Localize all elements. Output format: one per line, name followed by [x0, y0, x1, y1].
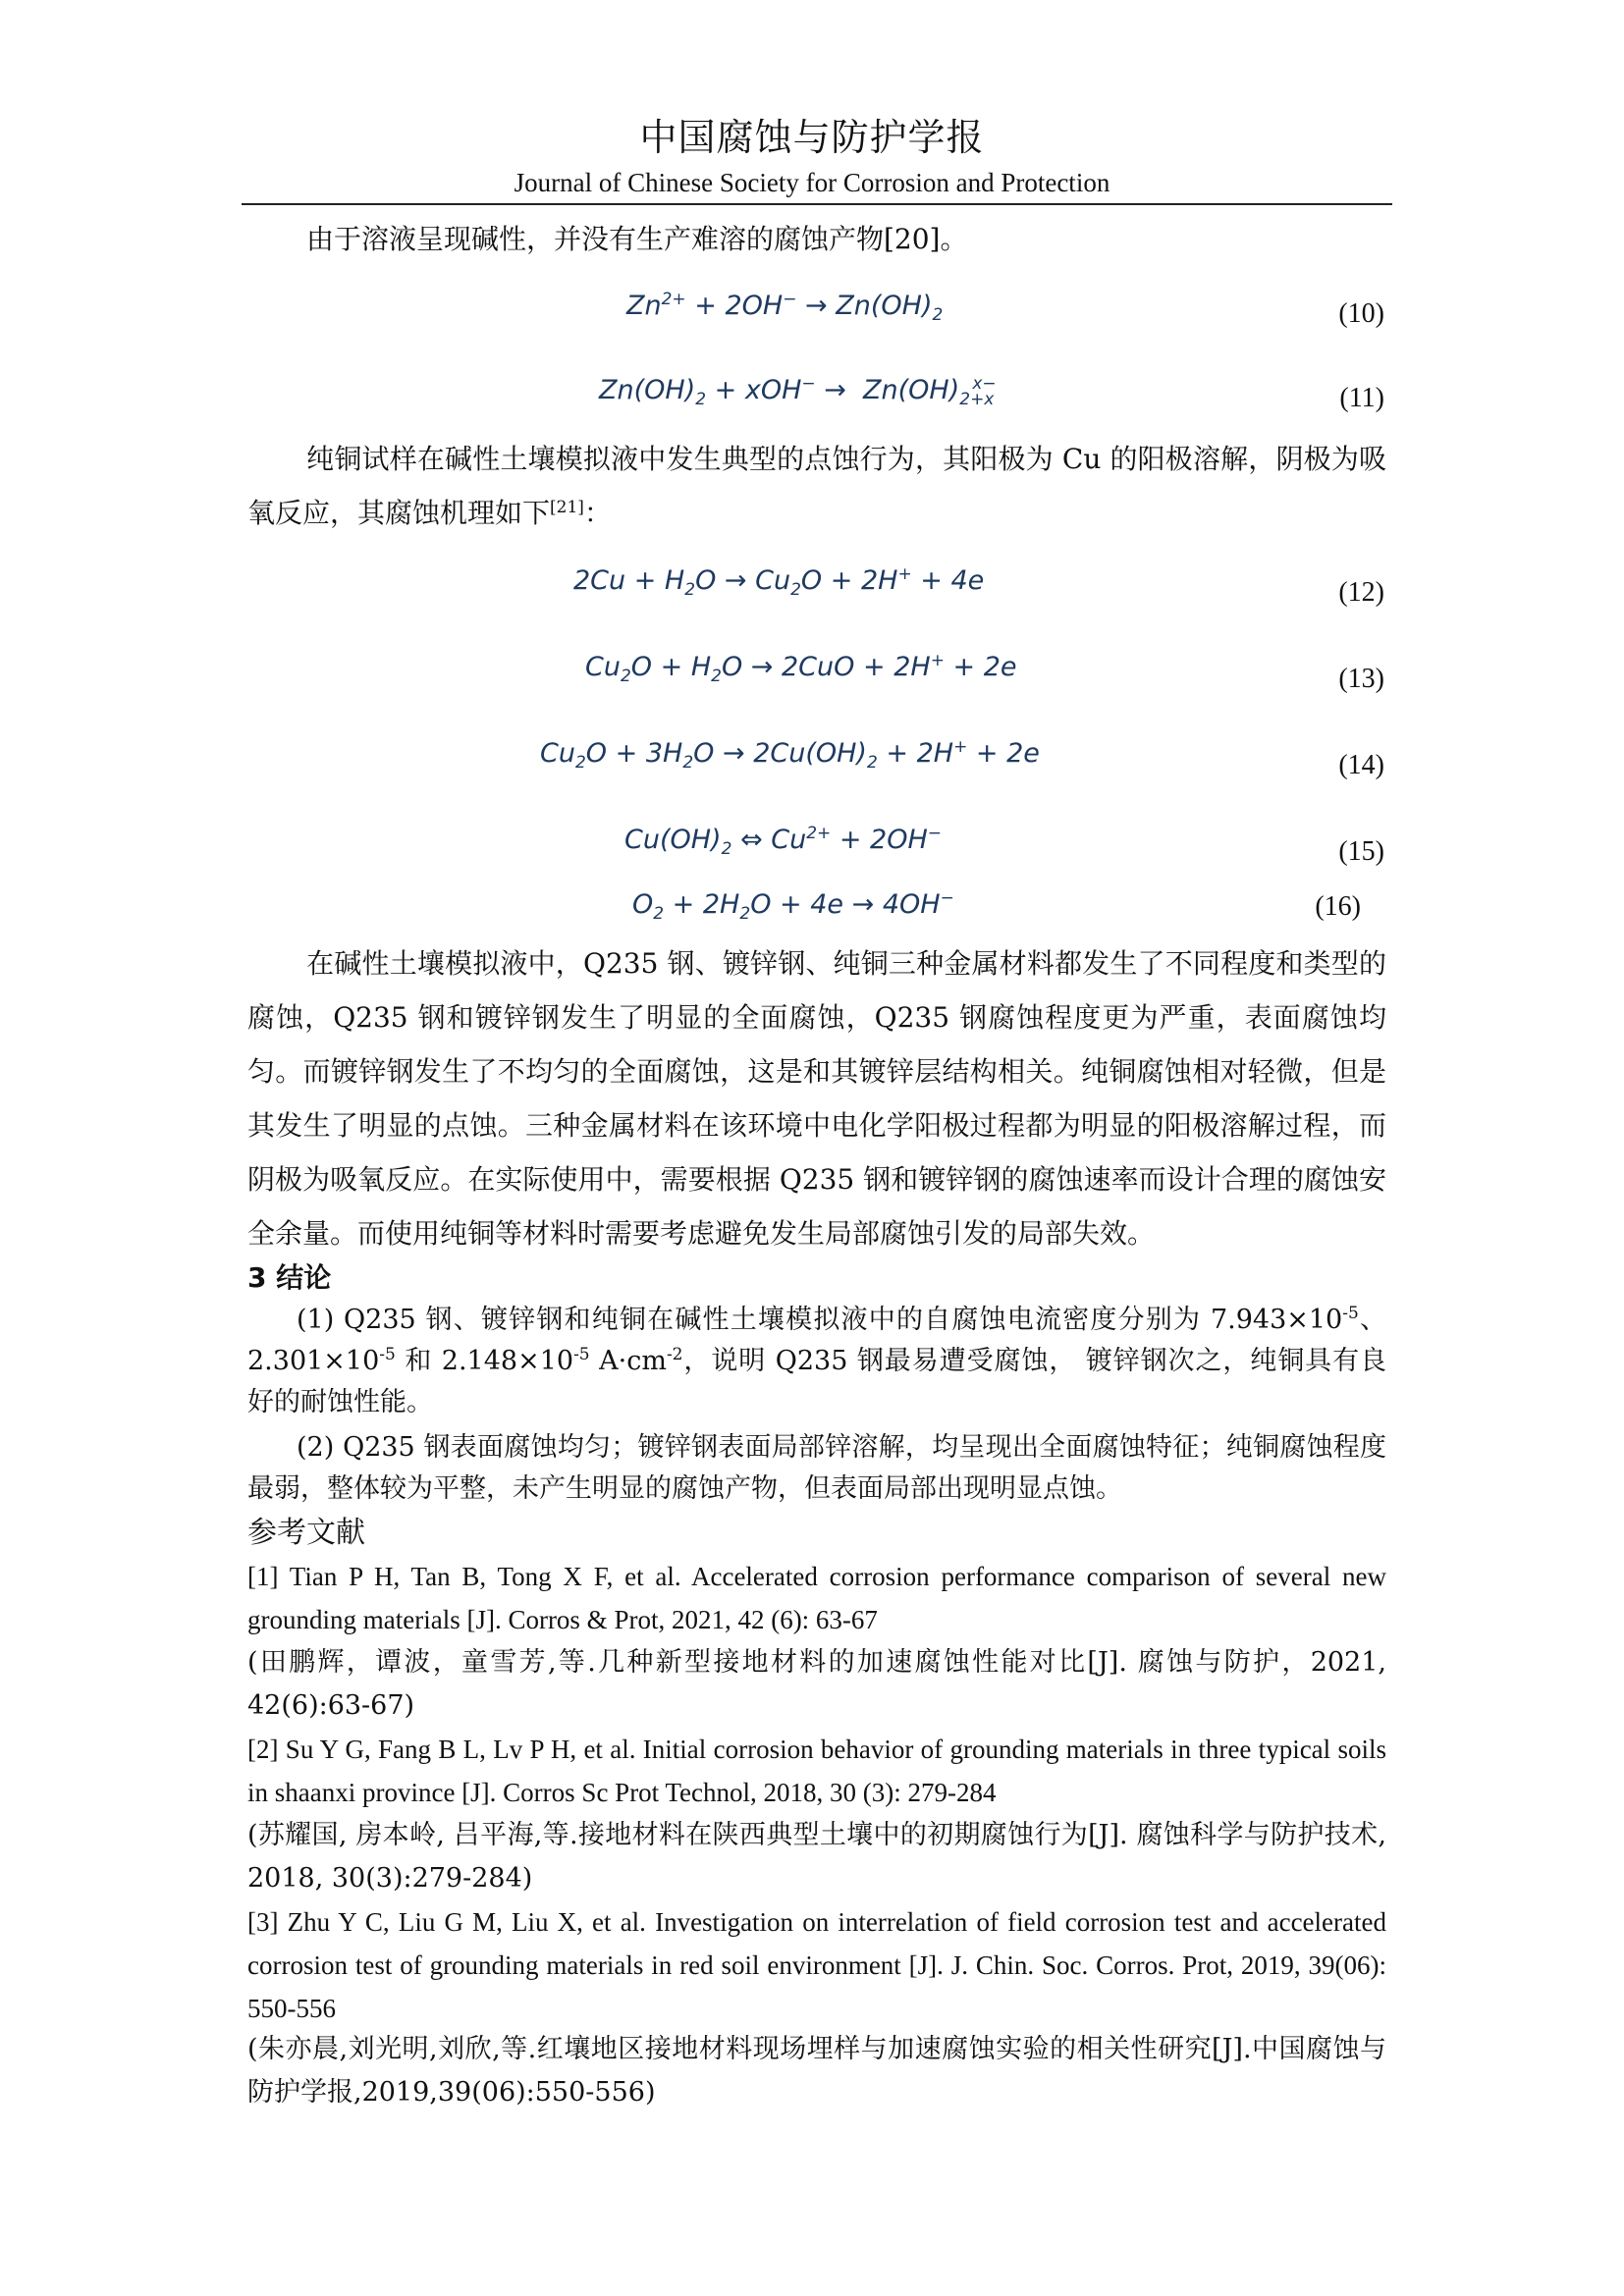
- reference-1-cn: (田鹏辉，谭波，童雪芳,等.几种新型接地材料的加速腐蚀性能对比[J]. 腐蚀与防护，2021, 42(6):63-67): [247, 1647, 1386, 1721]
- equation-14: $Cu_2O + 3H_2O \to 2Cu(OH)_2 + 2H^+ + 2e$: [540, 737, 1040, 773]
- reference-1-en: [1] Tian P H, Tan B, Tong X F, et al. Accelerated corrosion performance comparison of several new grounding materials [J]. Corros & Prot, 2021, 42 (6): 63-67: [247, 1562, 1386, 1634]
- section-heading-conclusion: 3 结论: [247, 1261, 332, 1294]
- equation-number-14: (14): [1338, 750, 1384, 780]
- exponent: -5: [379, 1345, 396, 1364]
- intro-paragraph: [247, 212, 1386, 266]
- conclusion-item-1-text: 和 2.148×10: [395, 1346, 574, 1376]
- conclusion-item-1-text: A·cm: [589, 1346, 667, 1376]
- equation-number-12: (12): [1338, 577, 1384, 608]
- copper-text: 纯铜试样在碱性土壤模拟液中发生典型的点蚀行为，其阳极为 Cu 的阳极溶解，阴极为吸氧反应，其腐蚀机理如下: [247, 443, 1386, 529]
- journal-title-cn: 中国腐蚀与防护学报: [639, 116, 985, 159]
- equation-15: $Cu(OH)_2$ ⇔ $Cu^{2+} + 2OH^-$: [624, 824, 943, 859]
- equation-11: $Zn(OH)_2 + xOH^- \to Zn(OH)_{2+x}^{x-}$: [599, 374, 997, 409]
- equation-12: $2Cu + H_2O \to Cu_2O + 2H^+ + 4e$: [573, 564, 985, 600]
- exponent: -2: [666, 1345, 683, 1364]
- copper-mechanism-paragraph: [247, 432, 1386, 540]
- reference-3-en: [3] Zhu Y C, Liu G M, Liu X, et al. Investigation on interrelation of field corrosion test and accelerated corrosion test of grounding materials in red soil environment [J]. J. Chin. Soc. Corros. Prot, 2019, 39(06): 550-556: [247, 1907, 1386, 2023]
- equation-number-10: (10): [1338, 298, 1384, 329]
- equation-number-13: (13): [1338, 664, 1384, 694]
- references-heading: 参考文献: [247, 1516, 365, 1550]
- exponent: -5: [1342, 1304, 1359, 1323]
- equation-number-11: (11): [1339, 383, 1384, 413]
- equation-number-16: (16): [1315, 891, 1361, 922]
- intro-text: 由于溶液呈现碱性，并没有生产难溶的腐蚀产物[20]。: [306, 223, 968, 255]
- citation-21: [21]: [550, 498, 584, 517]
- reference-3-cn: (朱亦晨,刘光明,刘欣,等.红壤地区接地材料现场埋样与加速腐蚀实验的相关性研究[J].中国腐蚀与防护学报,2019,39(06):550-556): [247, 2034, 1386, 2108]
- conclusion-item-1-text: (1) Q235 钢、镀锌钢和纯铜在碱性土壤模拟液中的自腐蚀电流密度分别为 7.943×10: [297, 1305, 1343, 1335]
- exponent: -5: [573, 1345, 590, 1364]
- equation-16: $O_2 + 2H_2O + 4e \to 4OH^-$: [632, 888, 954, 924]
- journal-title-en: Journal of Chinese Society for Corrosion and Protection: [514, 168, 1110, 197]
- conclusion-item-1: [247, 1300, 1386, 1423]
- equation-13: $Cu_2O + H_2O \to 2CuO + 2H^+ + 2e$: [585, 651, 1017, 686]
- copper-text-end: ：: [583, 497, 612, 529]
- conclusion-item-1-text: ，说明 Q235 钢最易遭受腐蚀， 镀锌钢次之，纯铜具有良好的耐蚀性能。: [247, 1346, 1386, 1417]
- equation-10: $Zn^{2+} + 2OH^- \to Zn(OH)_2$: [626, 290, 944, 325]
- reference-2-en: [2] Su Y G, Fang B L, Lv P H, et al. Initial corrosion behavior of grounding materials in three typical soils in shaanxi province [J]. Corros Sc Prot Technol, 2018, 30 (3): 279-284: [247, 1735, 1386, 1807]
- discussion-text: 在碱性土壤模拟液中，Q235 钢、镀锌钢、纯铜三种金属材料都发生了不同程度和类型的腐蚀，Q235 钢和镀锌钢发生了明显的全面腐蚀，Q235 钢腐蚀程度更为严重，表面腐蚀均匀。而镀锌钢发生了不均匀的全面腐蚀，这是和其镀锌层结构相关。纯铜腐蚀相对轻微，但是其发生了明显的点蚀。三种金属材料在该环境中电化学阳极过程都为明显的阳极溶解过程，而阴极为吸氧反应。在实际使用中，需要根据 Q235 钢和镀锌钢的腐蚀速率而设计合理的腐蚀安全余量。而使用纯铜等材料时需要考虑避免发生局部腐蚀引发的局部失效。: [247, 947, 1386, 1250]
- conclusion-item-1-text: 、2.301×10: [247, 1305, 1386, 1376]
- conclusion-item-2: [247, 1427, 1386, 1510]
- header-rule: [242, 203, 1392, 205]
- equation-number-15: (15): [1338, 836, 1384, 867]
- reference-2-cn: (苏耀国, 房本岭, 吕平海,等.接地材料在陕西典型土壤中的初期腐蚀行为[J]. 腐蚀科学与防护技术, 2018, 30(3):279-284): [247, 1820, 1386, 1894]
- discussion-paragraph: [247, 936, 1386, 1260]
- conclusion-item-2-text: (2) Q235 钢表面腐蚀均匀；镀锌钢表面局部锌溶解，均呈现出全面腐蚀特征；纯铜腐蚀程度最弱，整体较为平整，未产生明显的腐蚀产物，但表面局部出现明显点蚀。: [247, 1432, 1386, 1504]
